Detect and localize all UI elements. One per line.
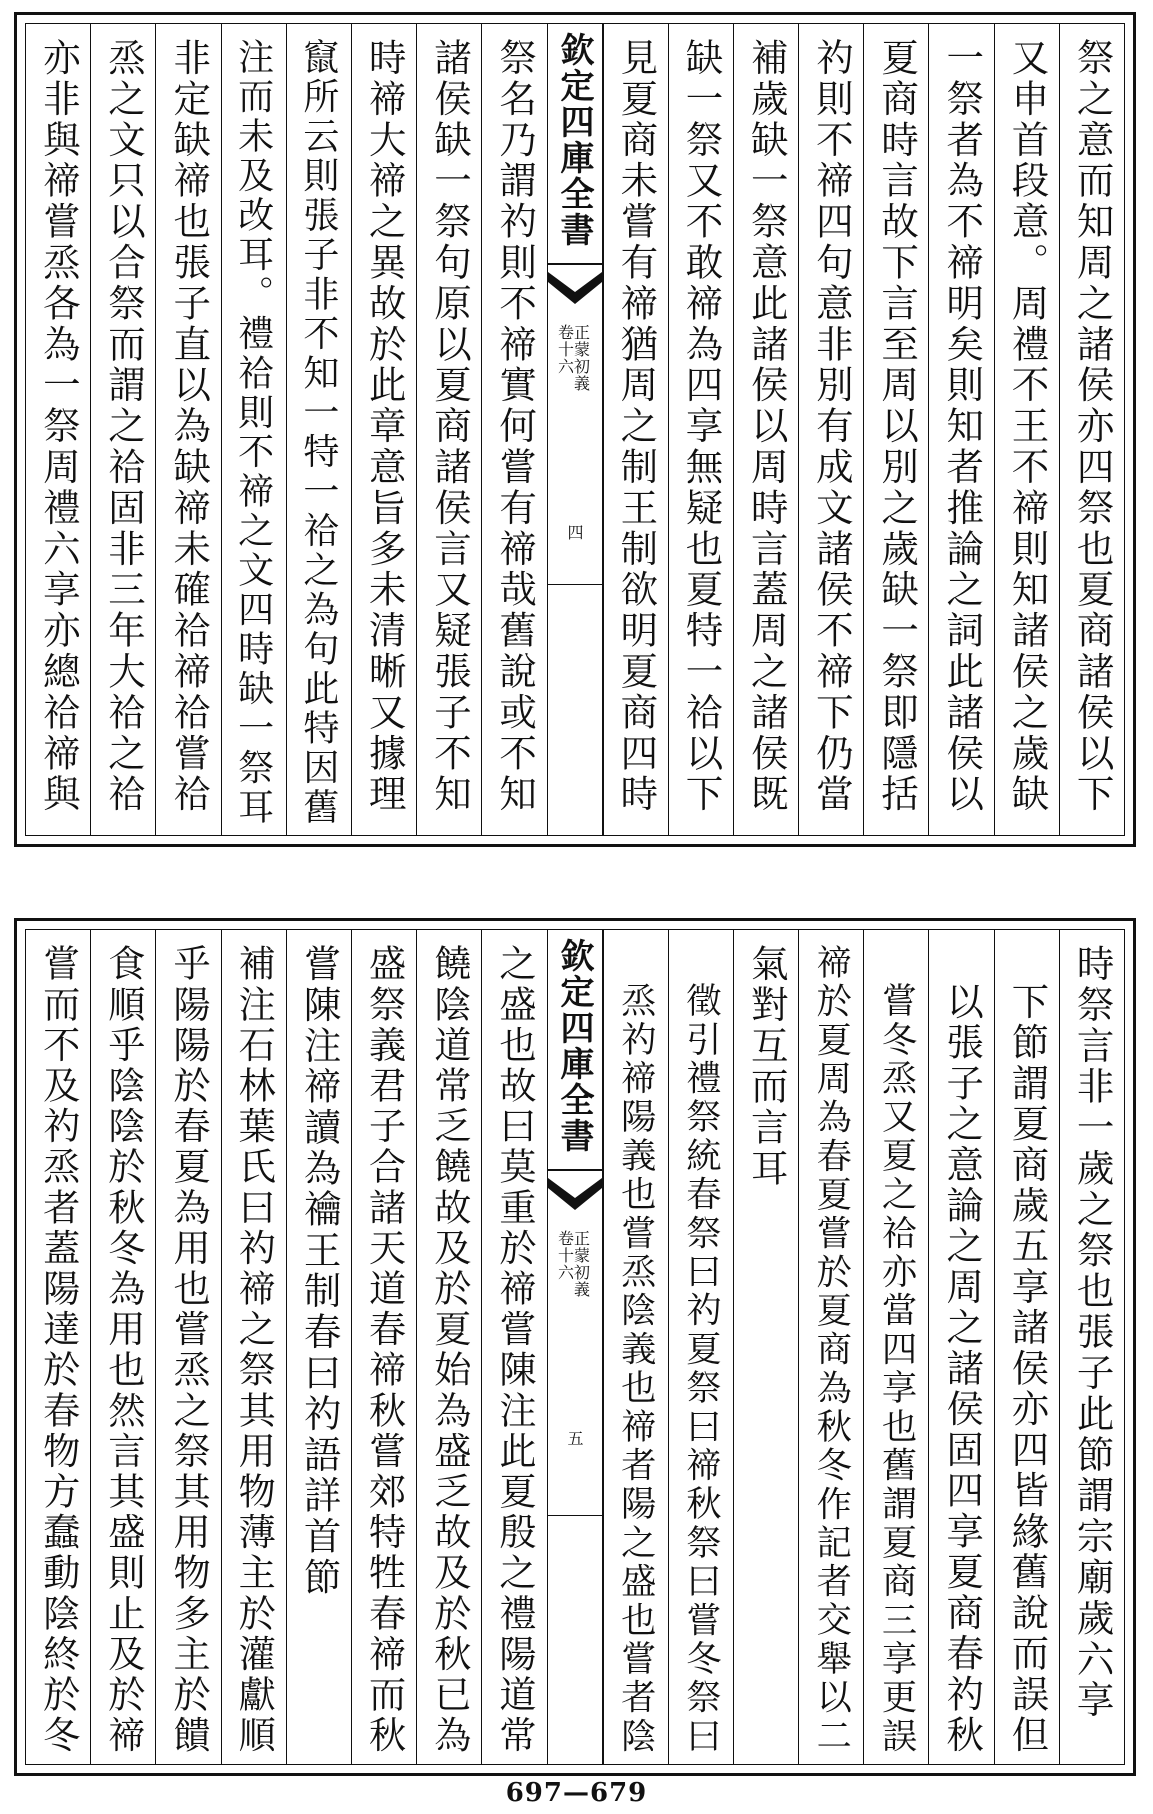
- column-text: 諸侯缺一祭句原以夏商諸侯言又疑張子不知: [427, 38, 472, 816]
- column-text: 補歲缺一祭意此諸侯以周時言蓋周之諸侯既: [744, 38, 789, 816]
- column-text: 時禘大禘之異故於此章意旨多未清晰又據理: [362, 38, 407, 816]
- text-column: [351, 930, 416, 1764]
- column-text: 烝之文只以合祭而謂之祫固非三年大祫之祫: [102, 38, 147, 816]
- top-page-columns: [25, 23, 1125, 836]
- column-text: 非定缺禘也張子直以為缺禘未確祫禘祫嘗祫: [167, 38, 212, 816]
- book-title: 正蒙初義: [571, 324, 591, 392]
- text-column: [798, 930, 863, 1764]
- fishtail-mark-icon: [548, 262, 602, 308]
- margin-rule: [548, 1515, 602, 1516]
- column-text: 乎陽陽於春夏為用也嘗烝之祭其用物多主於饋: [167, 944, 212, 1756]
- column-text: 禘於夏周為春夏嘗於夏商為秋冬作記者交舉以二: [810, 944, 852, 1756]
- column-text: 見夏商未嘗有禘猶周之制王制欲明夏商四時: [614, 38, 659, 816]
- top-page: [14, 12, 1136, 847]
- book-title: 正蒙初義: [571, 1230, 591, 1298]
- column-text: 祭之意而知周之諸侯亦四祭也夏商諸侯以下: [1070, 38, 1115, 816]
- text-column: [155, 24, 220, 835]
- bottom-page: [14, 918, 1136, 1776]
- folio-number: 五: [565, 1430, 584, 1446]
- text-column: [668, 930, 733, 1764]
- bottom-page-columns: [25, 929, 1125, 1765]
- column-text: 竄所云則張子非不知一特一祫之為句此特因舊: [297, 38, 340, 827]
- column-text: 嘗陳注禘讀為禴王制春曰礿語詳首節: [297, 944, 342, 1599]
- text-column: [603, 24, 668, 835]
- text-column: [155, 930, 220, 1764]
- text-column: [416, 24, 481, 835]
- margin-rule: [548, 584, 602, 585]
- text-column: [351, 24, 416, 835]
- text-column: [90, 930, 155, 1764]
- text-column: [603, 930, 668, 1764]
- volume-label: 卷十六: [555, 324, 575, 375]
- column-text: 嘗冬烝又夏之祫亦當四享也舊謂夏商三享更誤: [875, 982, 917, 1756]
- text-column: [1059, 930, 1124, 1764]
- column-text: 嘗而不及礿烝者蓋陽達於春物方蠢動陰終於冬: [36, 944, 81, 1756]
- column-text: 盛祭義君子合諸天道春禘秋嘗郊特牲春禘而秋: [362, 944, 407, 1756]
- column-text: 礿則不禘四句意非別有成文諸侯不禘下仍當: [809, 38, 854, 816]
- text-column: [994, 930, 1059, 1764]
- column-text: 下節謂夏商歲五享諸侯亦四皆緣舊說而誤但: [1005, 982, 1050, 1756]
- text-column: [286, 930, 351, 1764]
- text-column: [733, 24, 798, 835]
- text-column: [286, 24, 351, 835]
- text-column: [863, 24, 928, 835]
- volume-label: 卷十六: [555, 1230, 575, 1281]
- column-text: 徵引禮祭統春祭曰礿夏祭曰禘秋祭曰嘗冬祭曰: [680, 982, 722, 1756]
- text-column: [1059, 24, 1124, 835]
- column-text: 之盛也故曰莫重於禘嘗陳注此夏殷之禮陽道常: [493, 944, 538, 1756]
- center-fold-margin: [547, 24, 603, 835]
- text-column: [481, 24, 546, 835]
- text-column: [481, 930, 546, 1764]
- text-column: [994, 24, 1059, 835]
- folio-number: 四: [565, 524, 584, 540]
- fishtail-mark-icon: [548, 1168, 602, 1214]
- column-text: 祭名乃謂礿則不禘實何嘗有禘哉舊說或不知: [493, 38, 538, 816]
- text-column: [221, 24, 286, 835]
- text-column: [668, 24, 733, 835]
- column-text: 時祭言非一歲之祭也張子此節謂宗廟歲六享: [1070, 944, 1115, 1722]
- center-fold-margin: [547, 930, 603, 1764]
- column-text: 以張子之意論之周之諸侯固四享夏商春礿秋: [940, 982, 985, 1756]
- text-column: [733, 930, 798, 1764]
- column-text: 氣對互而言耳: [744, 944, 789, 1190]
- text-column: [863, 930, 928, 1764]
- text-column: [221, 930, 286, 1764]
- column-text: 又申首段意。周禮不王不禘則知諸侯之歲缺: [1005, 38, 1050, 816]
- text-column: [416, 930, 481, 1764]
- column-text: 注而未及改耳。禮祫則不禘之文四時缺一祭耳: [232, 38, 275, 827]
- collection-title: 欽定四庫全書: [554, 32, 594, 248]
- text-column: [90, 24, 155, 835]
- column-text: 亦非與禘嘗烝各為一祭周禮六享亦總祫禘與: [36, 38, 81, 816]
- column-text: 缺一祭又不敢禘為四享無疑也夏特一祫以下: [679, 38, 724, 816]
- text-column: [798, 24, 863, 835]
- column-text: 一祭者為不禘明矣則知者推論之詞此諸侯以: [940, 38, 985, 816]
- collection-title: 欽定四庫全書: [554, 938, 594, 1154]
- column-text: 烝礿禘陽義也嘗烝陰義也禘者陽之盛也嘗者陰: [615, 982, 657, 1756]
- column-text: 夏商時言故下言至周以別之歲缺一祭即隱括: [875, 38, 920, 816]
- column-text: 饒陰道常乏饒故及於夏始為盛乏故及於秋已為: [427, 944, 472, 1756]
- page-number-footer: 697—679: [505, 1778, 648, 1808]
- text-column: [26, 930, 90, 1764]
- text-column: [928, 930, 993, 1764]
- text-column: [26, 24, 90, 835]
- column-text: 補注石林葉氏曰礿禘之祭其用物薄主於灌獻順: [232, 944, 277, 1756]
- text-column: [928, 24, 993, 835]
- column-text: 食順乎陰陰於秋冬為用也然言其盛則止及於禘: [101, 944, 146, 1756]
